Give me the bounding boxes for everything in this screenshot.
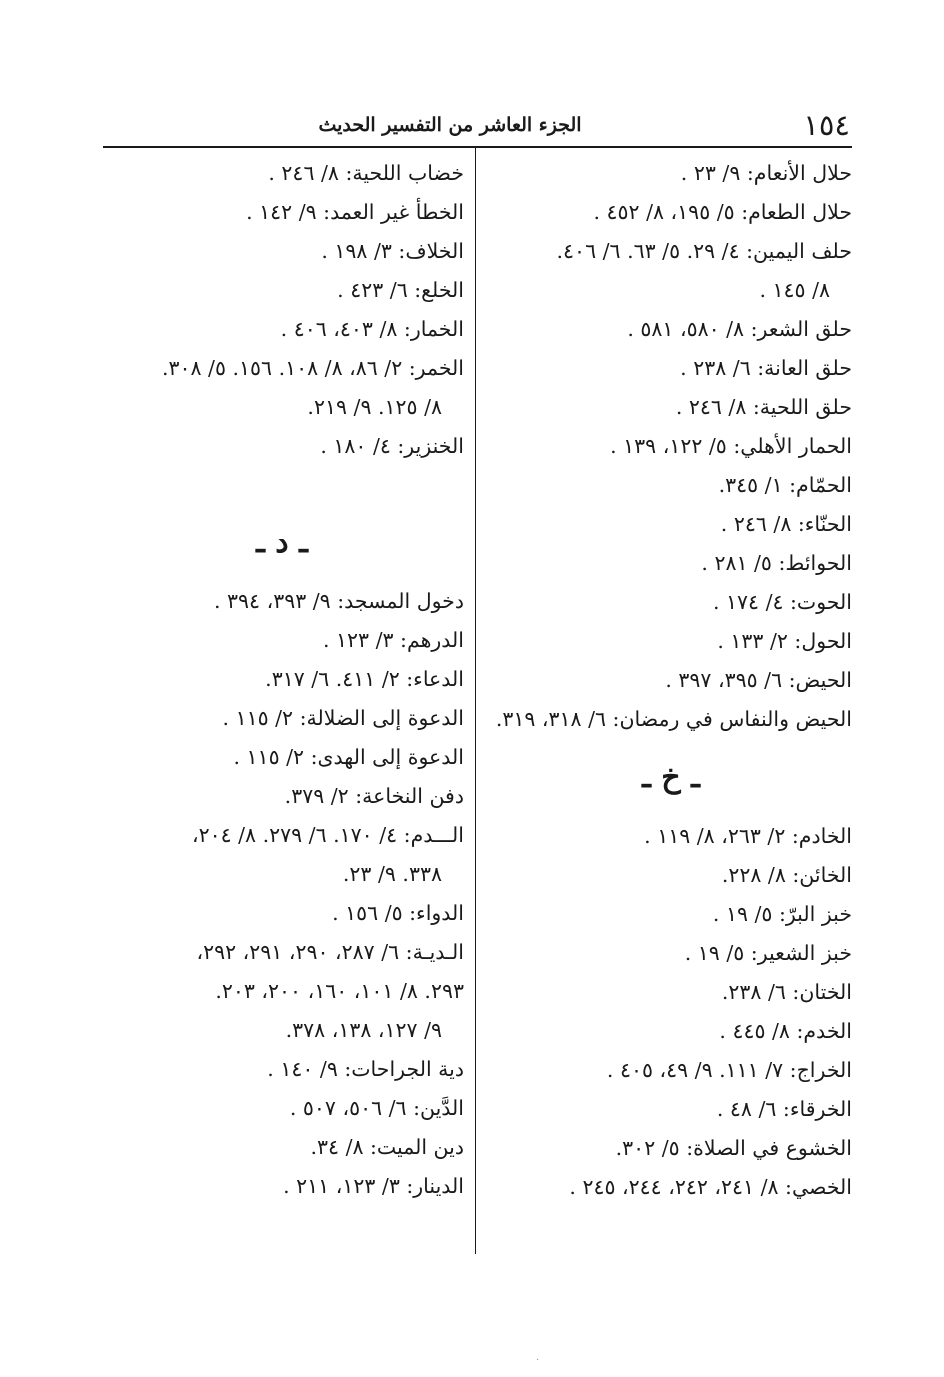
section-heading-dal: ـ د ـ bbox=[256, 525, 308, 560]
footer-mark: · bbox=[536, 1355, 540, 1366]
page-number: ١٥٤ bbox=[803, 108, 850, 142]
index-entry: الخشوع في الصلاة: ٥/ ٣٠٢. bbox=[615, 1136, 852, 1160]
index-entry: حلق اللحية: ٨/ ٢٤٦ . bbox=[675, 395, 852, 419]
index-entry: الخائن: ٨/ ٢٢٨. bbox=[721, 863, 852, 887]
index-entry-continuation: ٩/ ١٢٧، ١٣٨، ٣٧٨. bbox=[285, 1018, 442, 1042]
index-entry: الدواء: ٥/ ١٥٦ . bbox=[332, 901, 464, 925]
index-entry-continuation: ٨/ ١٢٥. ٩/ ٢١٩. bbox=[307, 395, 442, 419]
index-entry: خبز البرّ: ٥/ ١٩ . bbox=[712, 902, 852, 926]
index-entry: حلق العانة: ٦/ ٢٣٨ . bbox=[680, 356, 852, 380]
index-entry: الـــدم: ٤/ ١٧٠. ٦/ ٢٧٩. ٨/ ٢٠٤، bbox=[191, 823, 464, 847]
index-entry: دفن النخاعة: ٢/ ٣٧٩. bbox=[284, 784, 464, 808]
index-entry: الحمار الأهلي: ٥/ ١٢٢، ١٣٩ . bbox=[610, 434, 852, 458]
index-entry: الخطأ غير العمد: ٩/ ١٤٢ . bbox=[246, 200, 464, 224]
index-entry: الخدم: ٨/ ٤٤٥ . bbox=[719, 1019, 852, 1043]
index-entry: الحنّاء: ٨/ ٢٤٦ . bbox=[720, 512, 852, 536]
index-entry: الخمار: ٨/ ٤٠٣، ٤٠٦ . bbox=[280, 317, 464, 341]
index-entry: الخنزير: ٤/ ١٨٠ . bbox=[320, 434, 464, 458]
index-entry: الختان: ٦/ ٢٣٨. bbox=[721, 980, 852, 1004]
index-entry: الدَّين: ٦/ ٥٠٦، ٥٠٧ . bbox=[289, 1096, 464, 1120]
index-entry: الدرهم: ٣/ ١٢٣ . bbox=[322, 628, 464, 652]
index-entry: الحول: ٢/ ١٣٣ . bbox=[717, 629, 852, 653]
index-entry: الخرقاء: ٦/ ٤٨ . bbox=[716, 1097, 852, 1121]
index-entry: الخلع: ٦/ ٤٢٣ . bbox=[337, 278, 464, 302]
index-entry: الدعوة إلى الهدى: ٢/ ١١٥ . bbox=[233, 745, 464, 769]
index-entry: الخادم: ٢/ ٢٦٣، ٨/ ١١٩ . bbox=[644, 824, 852, 848]
section-heading-kha: ـ خ ـ bbox=[642, 760, 700, 795]
running-title: الجزء العاشر من التفسير الحديث bbox=[318, 114, 582, 136]
index-entry: حلال الطعام: ٥/ ١٩٥، ٨/ ٤٥٢ . bbox=[593, 200, 852, 224]
index-entry: الدينار: ٣/ ١٢٣، ٢١١ . bbox=[283, 1174, 464, 1198]
index-entry: دخول المسجد: ٩/ ٣٩٣، ٣٩٤ . bbox=[213, 589, 464, 613]
index-entry: الحيض: ٦/ ٣٩٥، ٣٩٧ . bbox=[665, 668, 852, 692]
index-entry: الحيض والنفاس في رمضان: ٦/ ٣١٨، ٣١٩. bbox=[495, 707, 852, 731]
header-rule bbox=[103, 146, 852, 148]
index-entry-continuation: ٨/ ١٤٥ . bbox=[759, 278, 830, 302]
index-entry-continuation: ٢٩٣. ٨/ ١٠١، ١٦٠، ٢٠٠، ٢٠٣. bbox=[215, 979, 464, 1003]
index-column-right bbox=[490, 154, 852, 1207]
index-entry: الخراج: ٧/ ١١١. ٩/ ٤٩، ٤٠٥ . bbox=[606, 1058, 852, 1082]
index-entry: الخلاف: ٣/ ١٩٨ . bbox=[321, 239, 464, 263]
index-entry: حلق الشعر: ٨/ ٥٨٠، ٥٨١ . bbox=[627, 317, 852, 341]
index-entry: الخصي: ٨/ ٢٤١، ٢٤٢، ٢٤٤، ٢٤٥ . bbox=[569, 1175, 852, 1199]
index-entry: الحوت: ٤/ ١٧٤ . bbox=[712, 590, 852, 614]
index-entry-continuation: ٣٣٨. ٩/ ٢٣. bbox=[342, 862, 442, 886]
index-entry: الدعاء: ٢/ ٤١١. ٦/ ٣١٧. bbox=[265, 667, 464, 691]
index-entry: الخمر: ٢/ ٨٦، ٨/ ١٠٨. ١٥٦. ٥/ ٣٠٨. bbox=[161, 356, 464, 380]
index-entry: حلال الأنعام: ٩/ ٢٣ . bbox=[680, 161, 852, 185]
index-entry: الـديـة: ٦/ ٢٨٧، ٢٩٠، ٢٩١، ٢٩٢، bbox=[196, 940, 464, 964]
index-entry: حلف اليمين: ٤/ ٢٩. ٥/ ٦٣. ٦/ ٤٠٦. bbox=[556, 239, 852, 263]
index-entry: دين الميت: ٨/ ٣٤. bbox=[310, 1135, 464, 1159]
index-column-left bbox=[100, 154, 464, 1206]
index-entry: خضاب اللحية: ٨/ ٢٤٦ . bbox=[268, 161, 464, 185]
index-entry: خبز الشعير: ٥/ ١٩ . bbox=[684, 941, 852, 965]
index-entry: الحوائط: ٥/ ٢٨١ . bbox=[701, 551, 852, 575]
index-entry: الحمّام: ١/ ٣٤٥. bbox=[718, 473, 852, 497]
index-entry: دية الجراحات: ٩/ ١٤٠ . bbox=[267, 1057, 464, 1081]
index-entry: الدعوة إلى الضلالة: ٢/ ١١٥ . bbox=[222, 706, 464, 730]
section-spacer bbox=[100, 466, 464, 504]
column-divider bbox=[475, 148, 476, 1254]
